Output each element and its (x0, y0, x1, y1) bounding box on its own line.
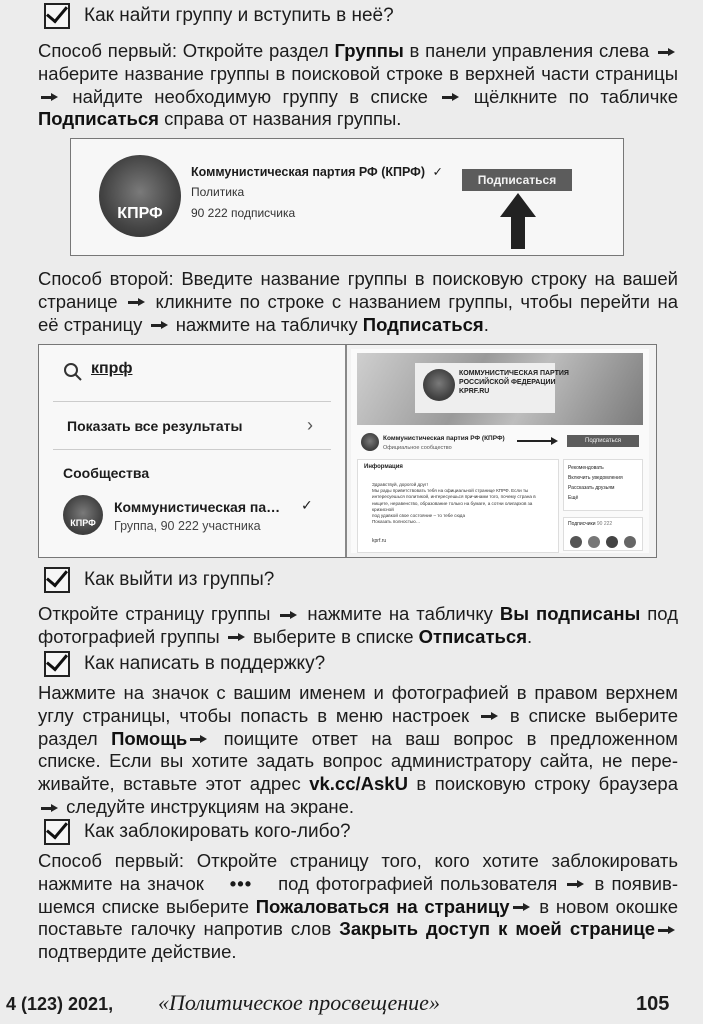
subscribers-block (563, 517, 643, 551)
text: выберите в списке (247, 625, 419, 647)
checkbox-icon (44, 3, 70, 29)
kprf-logo (99, 155, 181, 237)
text: наберите название группы в поисковой строке в верхней части страницы (38, 62, 678, 84)
heading-leave-group (44, 566, 274, 594)
arrow-right-icon (228, 633, 245, 642)
text: . (527, 625, 533, 647)
arrow-right-icon (280, 611, 297, 620)
bold-text: Закрыть доступ к моей странице (339, 918, 655, 940)
info-line: под удавкой свое состояние – то тебе сюда (372, 513, 466, 519)
text: Способ первый: Откройте страницу того, кого хотите заблокировать нажмите на значок (38, 850, 678, 894)
text: нажмите на табличку (170, 313, 363, 335)
group-name-text: Коммунистическая партия РФ (КПРФ) (191, 165, 425, 179)
bold-text: Помощь (111, 727, 188, 749)
text: Способ первый: Откройте раздел (38, 40, 335, 61)
arrowhead (551, 437, 558, 445)
bold-text: Вы подписаны (499, 603, 641, 624)
menu-item-more[interactable]: Ещё (568, 495, 579, 501)
heading-block-user (44, 818, 351, 846)
text: в появившемся списке выберите (38, 872, 678, 917)
result-name[interactable]: Коммунистическая па… (114, 499, 281, 515)
heading-find-group (44, 2, 394, 30)
arrow-right-icon (442, 93, 459, 102)
banner-line: КОММУНИСТИЧЕСКАЯ ПАРТИЯ (459, 370, 569, 377)
group-name[interactable] (191, 164, 443, 179)
avatar (624, 536, 636, 548)
kprf-logo-banner (423, 369, 455, 401)
text: справа от названия группы. (158, 108, 402, 130)
group-page-preview (351, 349, 649, 553)
text: Способ второй: Введите название группы в поисковую строку на вашей странице (38, 268, 678, 312)
bold-text: Группы (334, 40, 404, 61)
text: нажмите на табличку (300, 603, 500, 624)
menu-item-notify[interactable]: Включить уведомления (568, 475, 623, 481)
info-text (372, 482, 554, 525)
arrow-right-icon (190, 735, 207, 744)
info-line: нищете, неравенство, образование только на бумаге, а сотни олигархов за кризисной (372, 500, 533, 512)
magazine-title: «Политическое просвещение» (158, 990, 440, 1015)
page-number: 105 (636, 993, 670, 1015)
avatar (606, 536, 618, 548)
bold-text: Подписаться (362, 313, 484, 335)
text: в поисковую строку браузера (407, 773, 678, 795)
communities-label: Сообщества (63, 465, 150, 481)
text: под фотографией пользователя (270, 872, 565, 894)
subscribe-button[interactable]: Подписаться (462, 169, 572, 191)
text: поищите ответ на ваш вопрос в предложенном списке. Если вы хотите задать вопрос администратору сайта, не переживайте, вставьте этот адрес (38, 727, 678, 795)
result-meta: Группа, 90 222 участника (114, 519, 261, 533)
kprf-logo-small (63, 495, 103, 535)
text: под фотографией группы (38, 603, 678, 647)
bold-text: vk.cc/AskU (309, 773, 408, 795)
subscribers-label: Подписчики (568, 521, 596, 527)
text: подтвердите действие. (38, 941, 237, 963)
kprf-logo-tiny (361, 433, 379, 451)
heading-text: Как заблокировать кого-либо? (84, 821, 351, 842)
page-footer (0, 992, 703, 1020)
arrow-right-icon (658, 926, 675, 935)
info-title: Информация (364, 464, 403, 470)
divider (53, 449, 331, 450)
paragraph-method-two (38, 268, 678, 336)
search-screenshot (38, 344, 657, 558)
subscribe-button-small[interactable]: Подписаться (567, 435, 639, 447)
more-dots-icon: ••• (229, 872, 253, 894)
arrow-up-icon (498, 191, 538, 251)
heading-text: Как выйти из группы? (84, 569, 275, 590)
paragraph-method-one (38, 40, 678, 131)
menu-item-recommend[interactable]: Рекомендовать (568, 465, 604, 471)
arrow-right-icon (658, 48, 675, 57)
logo-text: КПРФ (117, 205, 163, 222)
arrow-right-icon (151, 321, 168, 330)
heading-text: Как написать в поддержку? (84, 653, 326, 674)
group-banner (357, 353, 643, 425)
verified-icon: ✓ (301, 497, 313, 513)
text: в новом окошке поставьте галочку напротив слов (38, 895, 678, 940)
chevron-right-icon: › (307, 415, 313, 435)
show-more-link[interactable]: Показать полностью… (372, 519, 421, 525)
text: кликните по строке с названием группы, чтобы перейти на её страницу (38, 290, 679, 335)
heading-support (44, 650, 325, 678)
logo-text: КПРФ (70, 518, 96, 528)
avatar (570, 536, 582, 548)
checkbox-icon (44, 819, 70, 845)
heading-text: Как найти группу и вступить в неё? (84, 5, 394, 26)
text: найдите необходимую группу в списке (61, 85, 440, 107)
info-line: Здравствуй, дорогой друг! (372, 482, 428, 487)
group-subscribers: 90 222 подписчика (191, 206, 296, 220)
banner-text (459, 369, 569, 396)
search-query[interactable]: кпрф (91, 360, 133, 377)
checkbox-icon (44, 651, 70, 677)
arrow-right-icon (517, 440, 553, 442)
bold-text: Подписаться (38, 108, 159, 130)
show-all-results[interactable]: Показать все результаты (67, 418, 243, 434)
issue-number: 4 (123) 2021, (6, 994, 114, 1014)
paragraph-leave-group (38, 603, 678, 649)
text: Нажмите на значок с вашим именем и фотографией в правом верхнем углу страницы, чтобы попасть в меню настроек (38, 682, 678, 726)
arrow-right-icon (128, 298, 145, 307)
menu-item-share[interactable]: Рассказать друзьям (568, 485, 615, 491)
banner-line: KPRF.RU (459, 388, 490, 395)
bold-text: Пожаловаться на страницу (255, 895, 510, 917)
info-line: интересуешься политикой, интересуешься причинами того, почему страна в (372, 494, 536, 500)
search-panel (39, 345, 345, 557)
verified-icon: ✓ (432, 165, 443, 179)
divider (53, 401, 331, 402)
group-card-screenshot (70, 138, 624, 256)
info-line: Мы рады приветствовать тебя на официальной странице КПРФ. Если ты (372, 488, 529, 494)
avatar (588, 536, 600, 548)
arrow-right-icon (481, 712, 498, 721)
site-link[interactable]: kprf.ru (372, 538, 387, 544)
arrow-right-icon (41, 93, 58, 102)
arrow-right-icon (513, 903, 530, 912)
arrow-right-icon (567, 880, 584, 889)
group-name-small: Коммунистическая партия РФ (КПРФ) (383, 435, 505, 442)
panel-divider (345, 345, 347, 557)
subscribers-count: 90 222 (596, 521, 613, 527)
text: в списке выберите раздел (38, 704, 678, 749)
bold-text: Отписаться (418, 625, 527, 647)
group-category: Политика (191, 185, 245, 199)
checkbox-icon (44, 567, 70, 593)
group-sub-small: Официальное сообщество (383, 445, 452, 451)
text: следуйте инструкциям на экране. (61, 795, 355, 817)
text: щёлкните по табличке (462, 85, 678, 107)
info-block (357, 459, 559, 553)
banner-line: РОССИЙСКОЙ ФЕДЕРАЦИИ (459, 379, 556, 386)
arrow-right-icon (41, 804, 58, 813)
text: . (483, 313, 489, 335)
paragraph-support (38, 682, 678, 819)
group-actions (563, 459, 643, 511)
paragraph-block-user (38, 850, 678, 964)
search-icon (63, 362, 83, 382)
text: в панели управления слева (403, 40, 655, 61)
text: Откройте страницу группы (38, 603, 278, 624)
